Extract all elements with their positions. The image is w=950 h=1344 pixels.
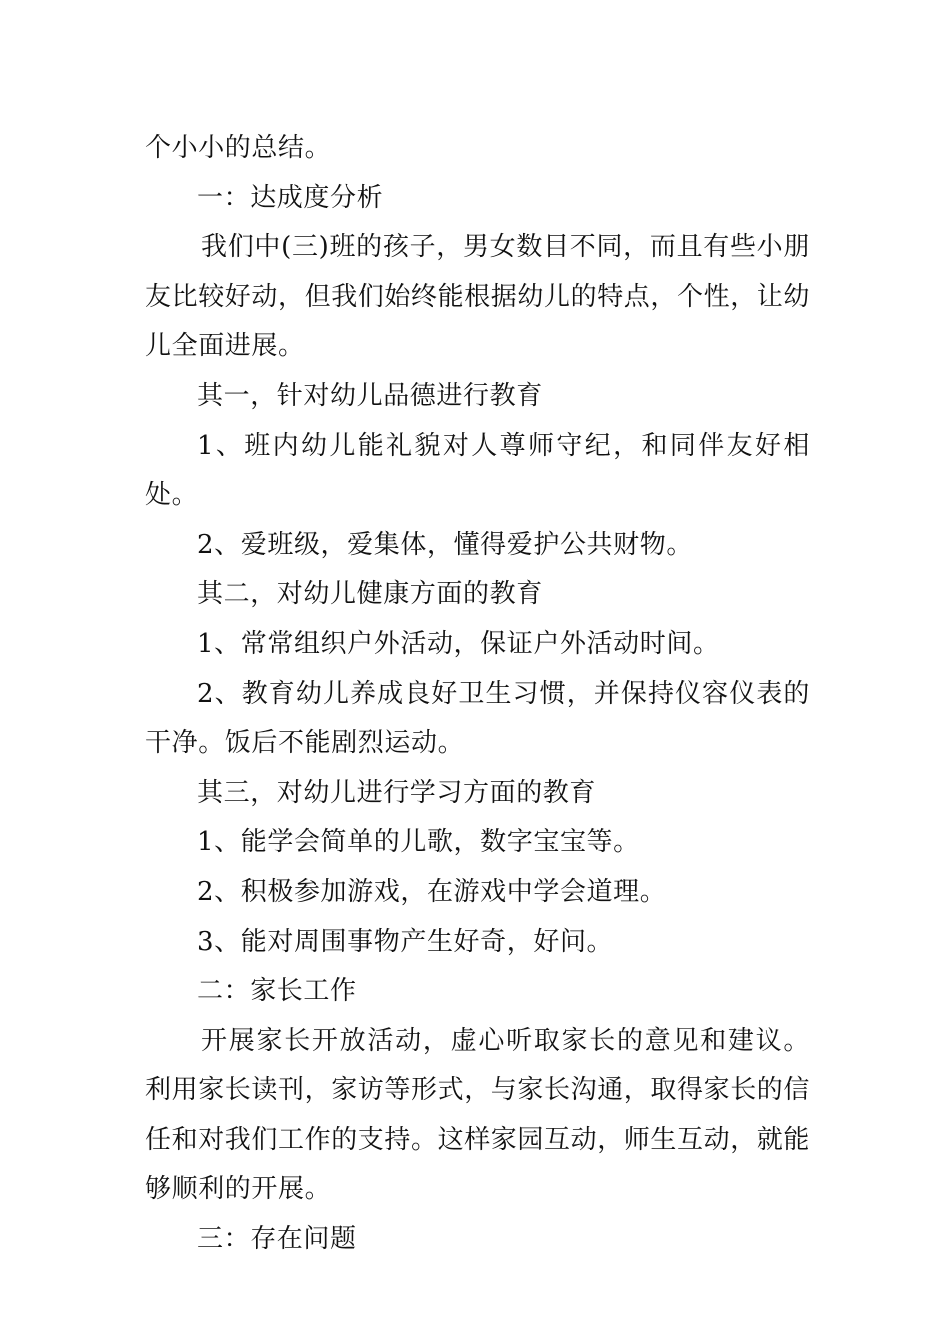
section-heading-achievement-analysis: 一：达成度分析 bbox=[197, 182, 384, 213]
list-item-learning-3: 3、能对周围事物产生好奇，好问。 bbox=[197, 926, 614, 957]
section-heading-existing-problems: 三：存在问题 bbox=[197, 1224, 357, 1255]
list-item-learning-1: 1、能学会简单的儿歌，数字宝宝等。 bbox=[197, 827, 640, 858]
subheading-learning-education: 其三，对幼儿进行学习方面的教育 bbox=[197, 777, 597, 808]
list-item-health-1: 1、常常组织户外活动，保证户外活动时间。 bbox=[197, 628, 720, 659]
list-item-moral-1: 1、班内幼儿能礼貌对人尊师守纪，和同伴友好相处。 bbox=[145, 430, 810, 511]
paragraph-class-overview: 我们中(三)班的孩子，男女数目不同，而且有些小朋友比较好动，但我们始终能根据幼儿的特点，个性，让幼儿全面进展。 bbox=[145, 232, 811, 362]
list-item-health-2: 2、教育幼儿养成良好卫生习惯，并保持仪容仪表的干净。饭后不能剧烈运动。 bbox=[145, 678, 810, 759]
document-body bbox=[145, 124, 810, 1265]
list-item-learning-2: 2、积极参加游戏，在游戏中学会道理。 bbox=[197, 876, 667, 907]
paragraph-continuation: 个小小的总结。 bbox=[145, 133, 332, 163]
paragraph-parent-work: 开展家长开放活动，虚心听取家长的意见和建议。利用家长读刊，家访等形式，与家长沟通，取得家长的信任和对我们工作的支持。这样家园互动，师生互动，就能够顺利的开展。 bbox=[145, 1025, 811, 1205]
list-item-moral-2: 2、爱班级，爱集体，懂得爱护公共财物。 bbox=[197, 529, 693, 560]
subheading-health-education: 其二，对幼儿健康方面的教育 bbox=[197, 579, 543, 610]
section-heading-parent-work: 二：家长工作 bbox=[197, 976, 357, 1007]
subheading-moral-education: 其一，针对幼儿品德进行教育 bbox=[197, 380, 543, 411]
